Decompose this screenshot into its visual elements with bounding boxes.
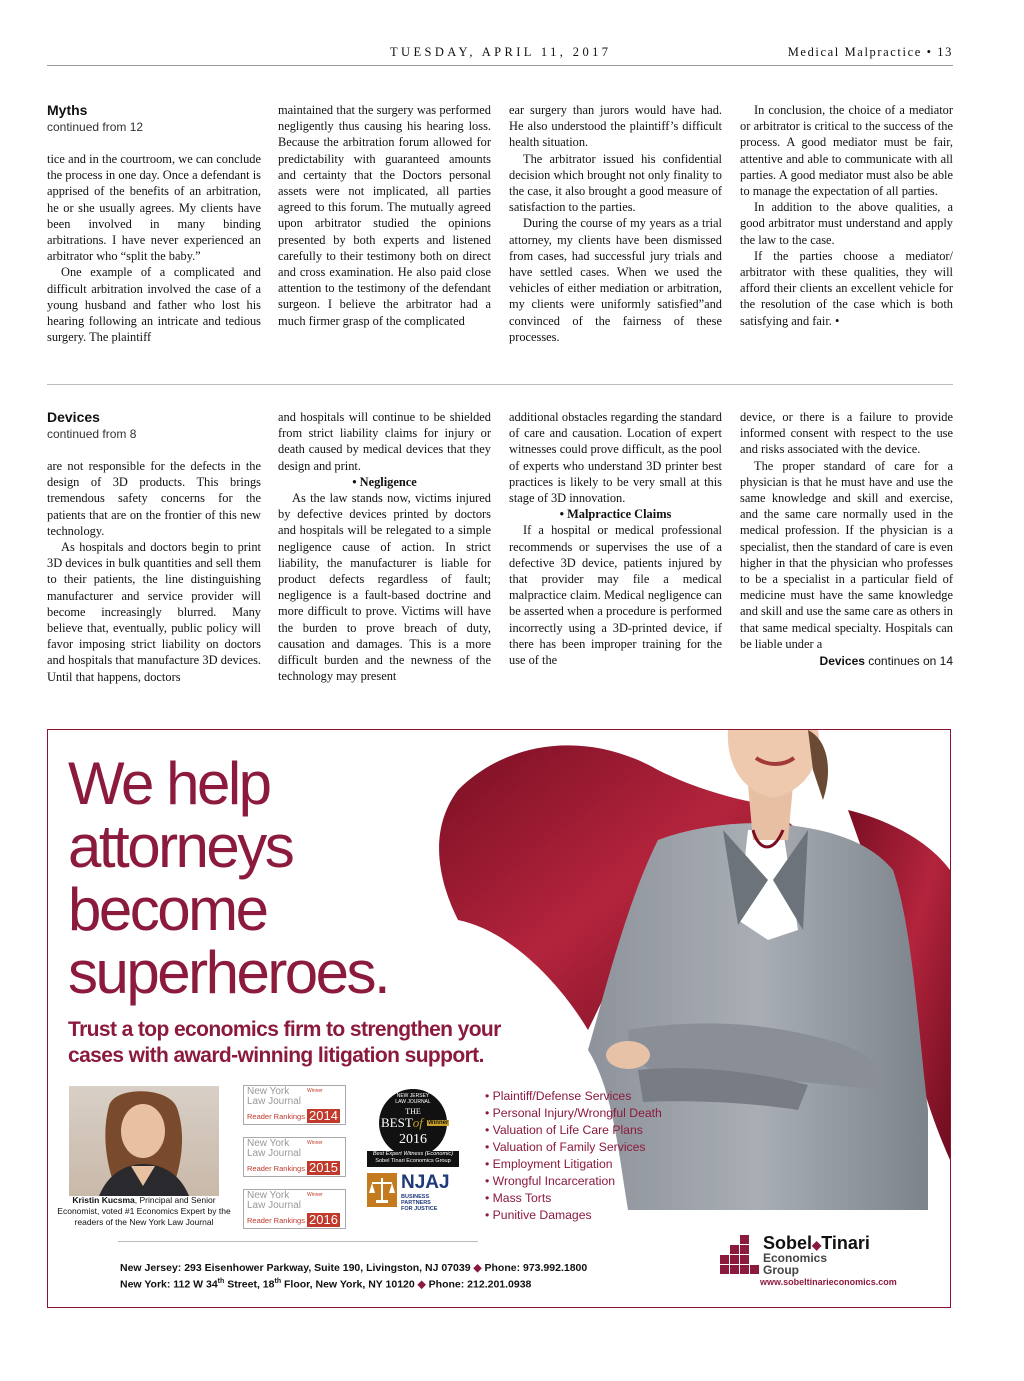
bestof-best: BEST [381, 1115, 413, 1130]
award-title: Law Journal [247, 1148, 301, 1159]
ad-headline [68, 752, 388, 1004]
paragraph: If the parties choose a mediator/ arbitrator with these qualities, they will afford their clients an excellent vehicle for the resolution of the case which is both satisfying and fair. • [740, 248, 953, 328]
portrait-caption [54, 1195, 234, 1228]
njaj-line: BUSINESS PARTNERS [401, 1194, 431, 1206]
bestof-firm: Sobel Tinari Economics Group [375, 1158, 451, 1164]
paragraph: During the course of my years as a trial attorney, my clients have been dismissed from cases, had successful jury trials and have settled cases. When we used the vehicles of either mediation or arbitration, my clients were uniformly satisfied”and convinced of the fairness of these processes. [509, 216, 722, 344]
website-link[interactable]: www.sobeltinarieconomics.com [760, 1277, 897, 1287]
bestof-line: NEW JERSEY [396, 1093, 430, 1099]
kristin-kucsma-portrait [69, 1086, 219, 1196]
paragraph: The proper standard of care for a physician is that he must have and use the same knowledge and skill and exercise, and the same care normally used in the medical profession. If the physician is a specialist, then the standard of care is even higher in that the physician who professes to be a specialist in a particular field of medicine must have the same knowledge and skill and use the same care as others in that same medical specialty. Hospitals can be liable under a [740, 458, 953, 651]
logo-sub-line: Group [763, 1263, 799, 1277]
paragraph: maintained that the surgery was performed negligently thus causing his hearing loss. Because the arbitration forum allowed for predictability with guaranteed amounts and certainty that the Doctors personal assets were not implicated, all parties agreed to this forum. The mutually agreed upon arbitrator studied the opinions presented by both experts and listened carefully to their testimony both on direct and cross examination. He also paid close attention to the testimony of the defendant surgeon. I believe the arbitrator had a much firmer grasp of the complicated [278, 103, 491, 328]
bestof-line: LAW JOURNAL [395, 1099, 431, 1105]
continues-label: Devices [819, 654, 865, 669]
award-nylj-2014 [243, 1085, 346, 1125]
award-nylj-2015 [243, 1137, 346, 1177]
myths-continued-from: continued from 12 [47, 120, 144, 134]
ad-subheadline: Trust a top economics firm to strengthen your cases with award-winning litigation support. [68, 1018, 501, 1067]
headline-line: superheroes. [68, 939, 389, 1006]
award-year: 2015 [309, 1160, 338, 1175]
njaj-line: FOR JUSTICE [401, 1206, 438, 1212]
devices-column-3 [509, 409, 722, 668]
ny-address-line [120, 1278, 531, 1291]
logo-name-1: Sobel [763, 1233, 813, 1253]
headline-line: attorneys [68, 813, 293, 880]
award-year: 2014 [309, 1108, 338, 1123]
paragraph: One example of a complicated and difficult arbitration involved the case of a young husband and father who lost his hearing following an intricate and tedious surgery. The plaintiff [47, 265, 261, 345]
headline-line: We help [68, 750, 270, 817]
page-header [47, 45, 953, 66]
devices-title: Devices [47, 409, 100, 425]
paragraph: tice and in the courtroom, we can conclude the process in one day. Once a defendant is apprised of the benefits of an arbitration, he or she usually agrees. My clients have been involved in many binding arbitrations. I have never experienced an arbitrator who “split the baby.” [47, 152, 261, 264]
award-winner-label: Winner [307, 1192, 323, 1198]
award-title: New York [247, 1190, 290, 1201]
best-of-2016-badge [367, 1087, 459, 1167]
nj-address-line [120, 1262, 587, 1274]
paragraph: and hospitals will continue to be shielded from strict liability claims for injury or death caused by medical devices that they design and print. [278, 410, 491, 473]
award-title: Law Journal [247, 1096, 301, 1107]
sobel-tinari-logo[interactable] [716, 1233, 936, 1278]
caption-name: Kristin Kucsma [72, 1195, 135, 1205]
diamond-icon: ◆ [473, 1262, 482, 1274]
logo-sub-line: Economics [763, 1251, 828, 1265]
award-nylj-2016 [243, 1189, 346, 1229]
award-title: Law Journal [247, 1200, 301, 1211]
nj-address: New Jersey: 293 Eisenhower Parkway, Suite 190, Livingston, NJ 07039 [120, 1262, 471, 1274]
caption-text: , Principal and Senior Economist, voted #1 Economics Expert by the readers of the New York Law Journal [57, 1195, 231, 1227]
service-item: • Punitive Damages [485, 1207, 662, 1224]
subhead-malpractice-claims: • Malpractice Claims [559, 507, 672, 522]
logo-name-2: Tinari [821, 1233, 870, 1253]
devices-column-1 [47, 409, 261, 685]
article-divider [47, 384, 953, 385]
scales-of-justice-icon [367, 1173, 397, 1207]
ny-address-a: New York: 112 W 34 [120, 1278, 218, 1291]
subhead-negligence: • Negligence [352, 474, 417, 489]
diamond-icon: ◆ [417, 1278, 426, 1291]
award-winner-label: Winner [307, 1088, 323, 1094]
devices-column-4 [740, 409, 953, 669]
myths-column-4 [740, 102, 953, 329]
ny-phone: Phone: 212.201.0938 [428, 1278, 532, 1291]
ny-address-c: Floor, New York, NY 10120 [281, 1278, 415, 1291]
devices-column-2 [278, 409, 491, 684]
service-item: • Employment Litigation [485, 1156, 662, 1173]
award-subtitle: Reader Rankings [247, 1112, 305, 1121]
award-subtitle: Reader Rankings [247, 1164, 305, 1173]
service-item: • Valuation of Life Care Plans [485, 1122, 662, 1139]
service-item: • Valuation of Family Services [485, 1139, 662, 1156]
award-title: New York [247, 1138, 290, 1149]
paragraph: are not responsible for the defects in the design of 3D products. This brings tremendous safety concerns for the patients that are on the frontier of this new technology. [47, 459, 261, 538]
myths-column-1 [47, 102, 261, 345]
continues-page: continues on 14 [864, 654, 953, 669]
devices-continued-from: continued from 8 [47, 427, 137, 441]
award-winner-label: Winner [307, 1140, 323, 1146]
njaj-abbr: NJAJ [401, 1172, 450, 1193]
award-title: New York [247, 1086, 290, 1097]
paragraph: The arbitrator issued his confidential decision which brought not only finality to the case, it also brought a good measure of satisfaction to the parties. [509, 151, 722, 215]
headline-line: become [68, 876, 267, 943]
paragraph: As the law stands now, victims injured by defective devices printed by doctors and hospitals will be relegated to a simple negligence cause of action. In strict liability, the manufacturer is liable for product defects regardless of fault; negligence is a fault-based doctrine and more difficult to prove. Victims will have the burden to prove breach of duty, causation and damages. This is a more difficult burden and the newness of the technology may present [278, 491, 491, 684]
service-item: • Personal Injury/Wrongful Death [485, 1105, 662, 1122]
advertisement[interactable] [47, 729, 951, 1308]
services-list [485, 1088, 662, 1224]
bestof-of: of [412, 1115, 423, 1130]
myths-column-2 [278, 102, 491, 329]
paragraph: As hospitals and doctors begin to print 3D devices in bulk quantities and sell them to their patients, the line distinguishing manufacturer and service provider will become increasingly blurred. Many believe that, eventually, public policy will favor imposing strict liability on doctors and hospitals that manufacture 3D devices. Until that happens, doctors [47, 540, 261, 684]
myths-title: Myths [47, 102, 88, 118]
award-year: 2016 [309, 1212, 338, 1227]
ad-divider [118, 1241, 478, 1242]
diamond-icon: ◆ [812, 1238, 822, 1252]
logo-blocks-icon [716, 1235, 760, 1275]
issue-date: TUESDAY, APRIL 11, 2017 [390, 45, 612, 59]
section-page-label: Medical Malpractice • 13 [787, 45, 953, 59]
devices-continues-note [740, 653, 953, 669]
bestof-the: THE [405, 1107, 421, 1116]
ordinal-suffix: th [217, 1278, 225, 1285]
paragraph: ear surgery than jurors would have had. He also understood the plaintiff’s difficult health situation. [509, 103, 722, 150]
paragraph: If a hospital or medical professional recommends or supervises the use of a defective 3D device, patients injured by that provider may file a medical malpractice claim. Medical negligence can be asserted when a procedure is performed incorrectly using a 3D-printed device, if there has been improper training for the use of the [509, 523, 722, 668]
nj-phone: Phone: 973.992.1800 [484, 1262, 588, 1274]
ny-address-b: Street, 18 [224, 1278, 275, 1291]
njaj-logo [367, 1172, 459, 1212]
service-item: • Mass Torts [485, 1190, 662, 1207]
bestof-winner: Winner [428, 1120, 449, 1126]
service-item: • Wrongful Incarceration [485, 1173, 662, 1190]
bestof-category: Best Expert Witness (Economic) [372, 1151, 454, 1157]
myths-column-3 [509, 102, 722, 345]
ordinal-suffix: th [274, 1278, 282, 1285]
paragraph: additional obstacles regarding the standard of care and causation. Location of expert witnesses could prove difficult, as the pool of experts who understand 3D printer best practices is likely to be very small at this stage of 3D innovation. [509, 410, 722, 506]
service-item: • Plaintiff/Defense Services [485, 1088, 662, 1105]
bestof-year: 2016 [399, 1132, 427, 1147]
award-subtitle: Reader Rankings [247, 1216, 305, 1225]
paragraph: device, or there is a failure to provide informed consent with respect to the use and risks associated with the device. [740, 410, 953, 457]
paragraph: In conclusion, the choice of a mediator or arbitrator is critical to the success of the process. A good mediator must be fair, attentive and able to communicate with all parties. A good mediator must also be able to manage the expectation of all parties. [740, 103, 953, 199]
paragraph: In addition to the above qualities, a good arbitrator must understand and apply the law to the case. [740, 200, 953, 247]
